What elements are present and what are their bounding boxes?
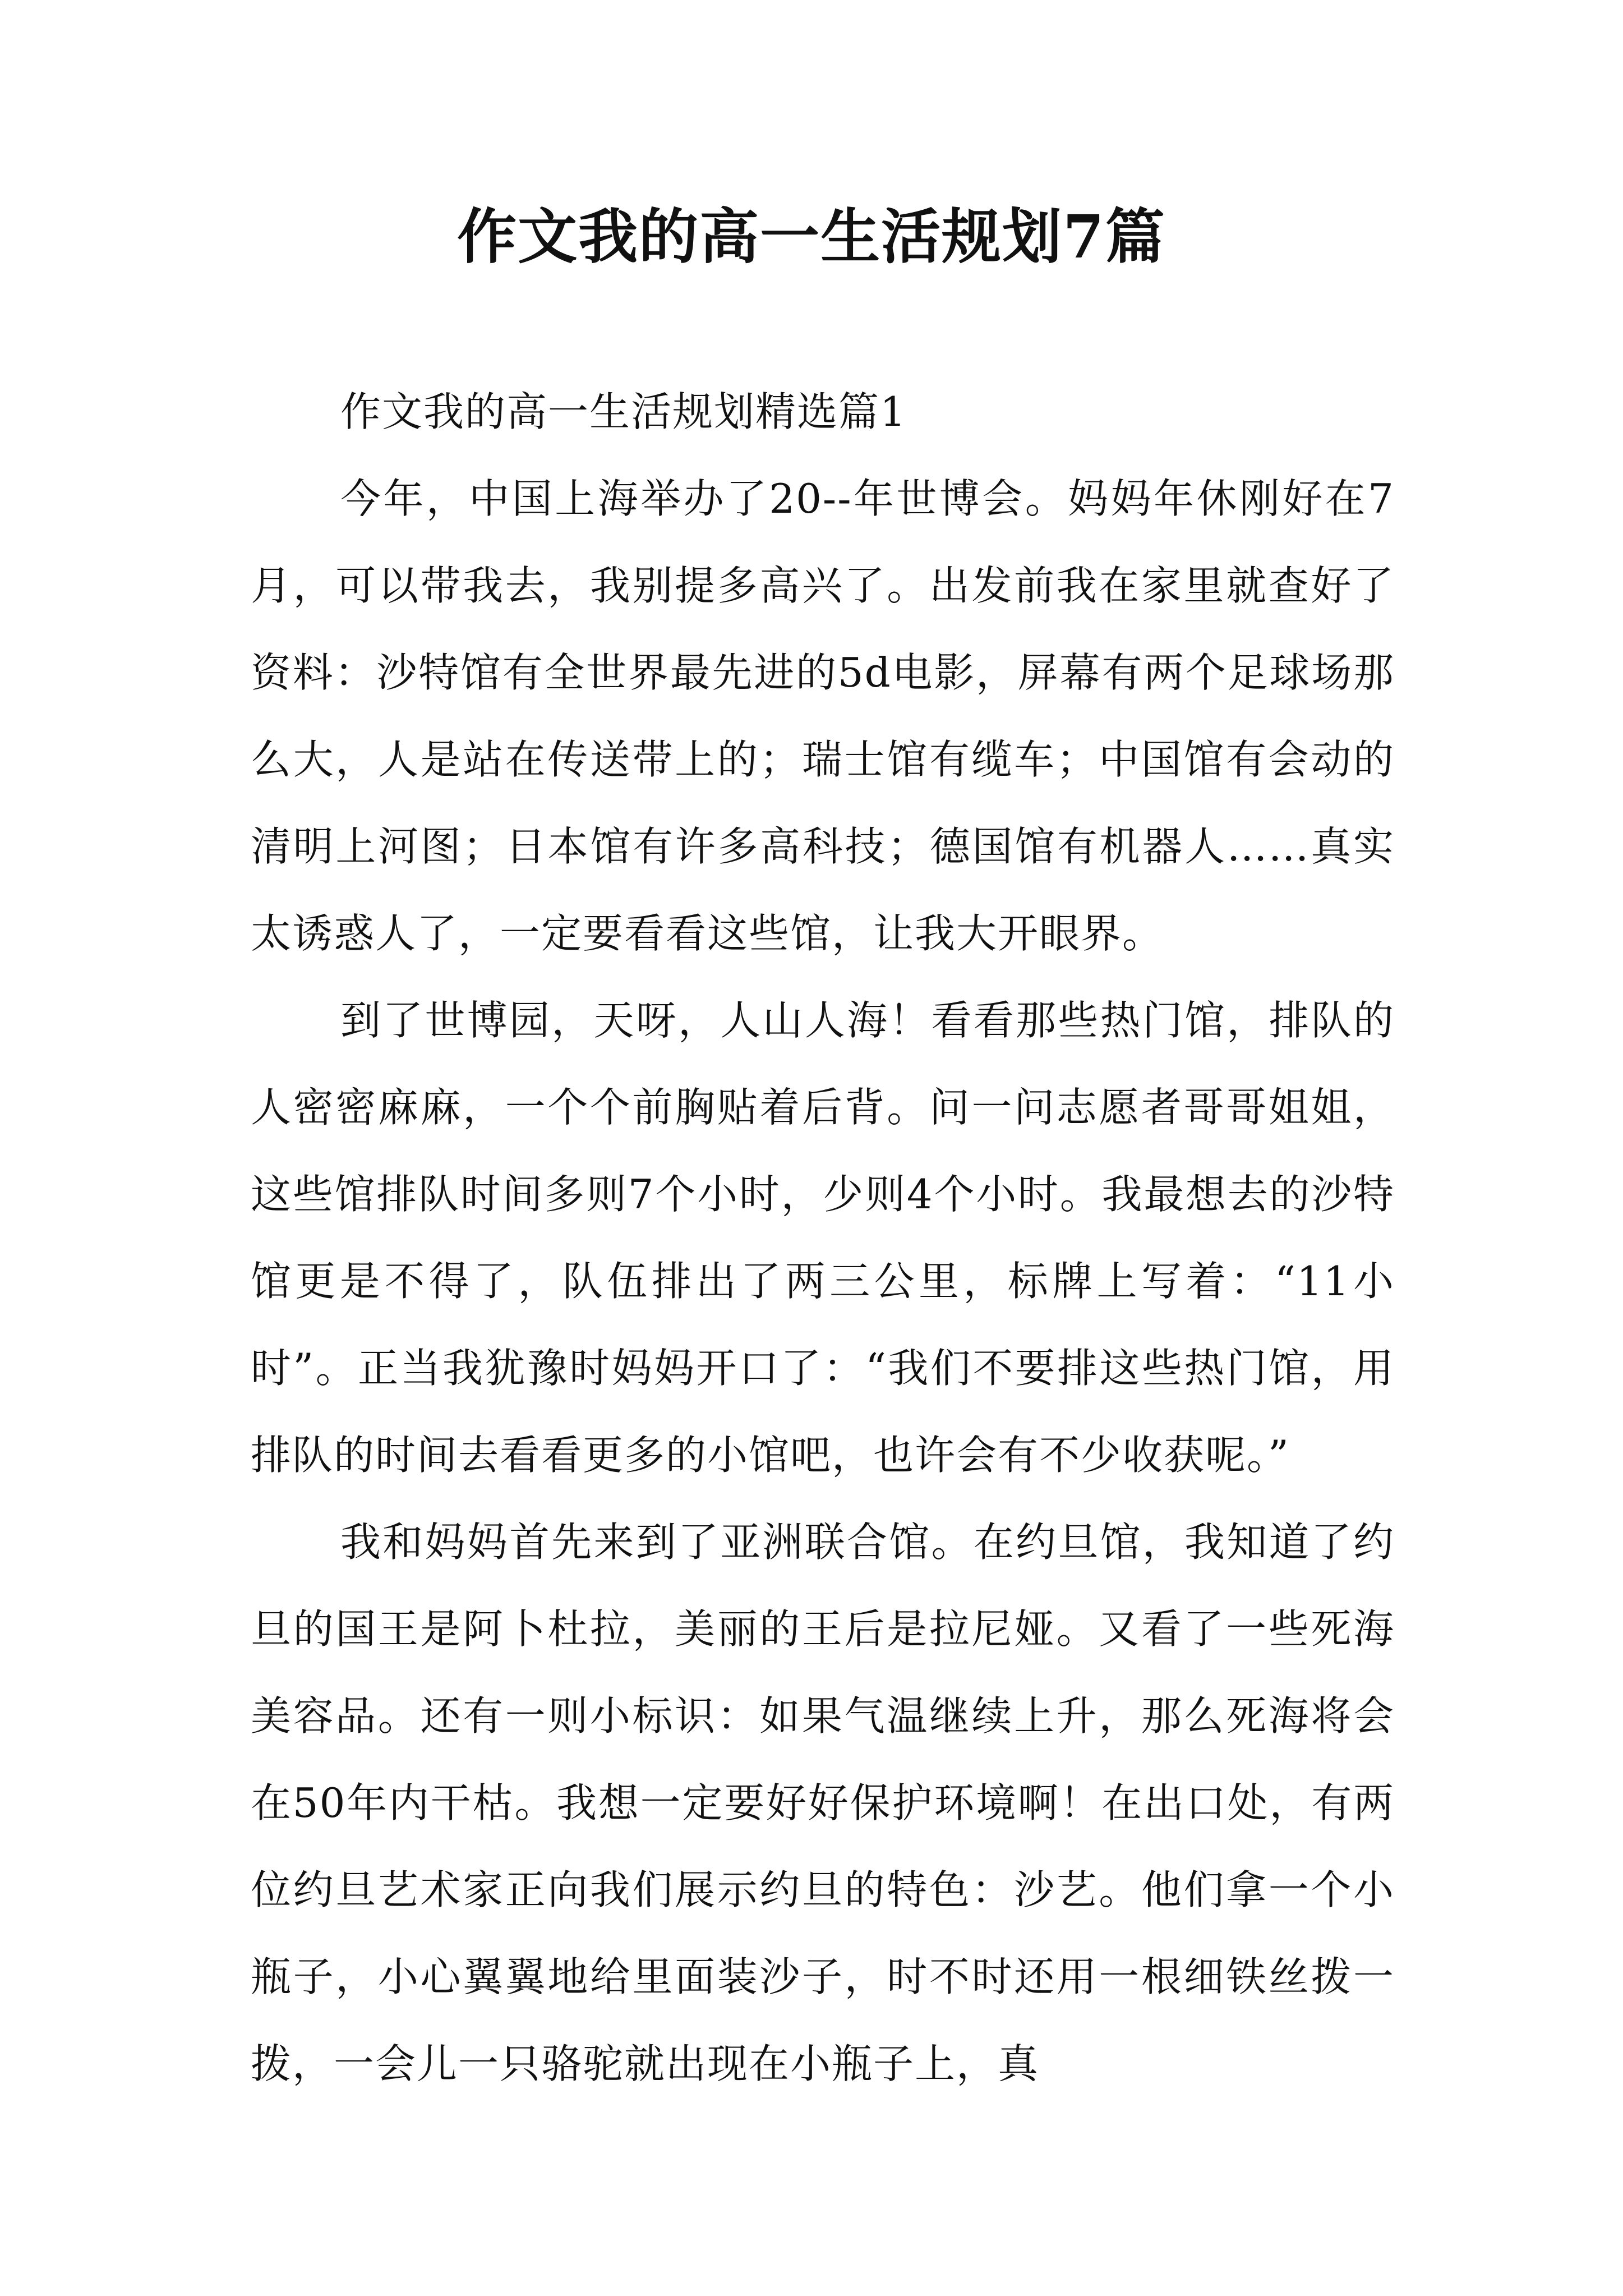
- paragraph-2: 到了世博园，天呀，人山人海！看看那些热门馆，排队的人密密麻麻，一个个前胸贴着后背。问一问志愿者哥哥姐姐，这些馆排队时间多则7个小时，少则4个小时。我最想去的沙特馆更是不得了，队伍排出了两三公里，标牌上写着：“11小时”。正当我犹豫时妈妈开口了：“我们不要排这些热门馆，用排队的时间去看看更多的小馆吧，也许会有不少收获呢。”: [251, 997, 1395, 1479]
- document-body: [251, 369, 1395, 2108]
- paragraph-3: 我和妈妈首先来到了亚洲联合馆。在约旦馆，我知道了约旦的国王是阿卜杜拉，美丽的王后是拉尼娅。又看了一些死海美容品。还有一则小标识：如果气温继续上升，那么死海将会在50年内干枯。我想一定要好好保护环境啊！在出口处，有两位约旦艺术家正向我们展示约旦的特色：沙艺。他们拿一个小瓶子，小心翼翼地给里面装沙子，时不时还用一根细铁丝拨一拨，一会儿一只骆驼就出现在小瓶子上，真: [251, 1519, 1395, 2087]
- paragraph-1: 今年，中国上海举办了20--年世博会。妈妈年休刚好在7月，可以带我去，我别提多高兴了。出发前我在家里就查好了资料：沙特馆有全世界最先进的5d电影，屏幕有两个足球场那么大，人是站在传送带上的；瑞士馆有缆车；中国馆有会动的清明上河图；日本馆有许多高科技；德国馆有机器人……真实太诱惑人了，一定要看看这些馆，让我大开眼界。: [251, 475, 1395, 957]
- section-heading: 作文我的高一生活规划精选篇1: [340, 388, 907, 435]
- document-title: 作文我的高一生活规划7篇: [457, 201, 1166, 272]
